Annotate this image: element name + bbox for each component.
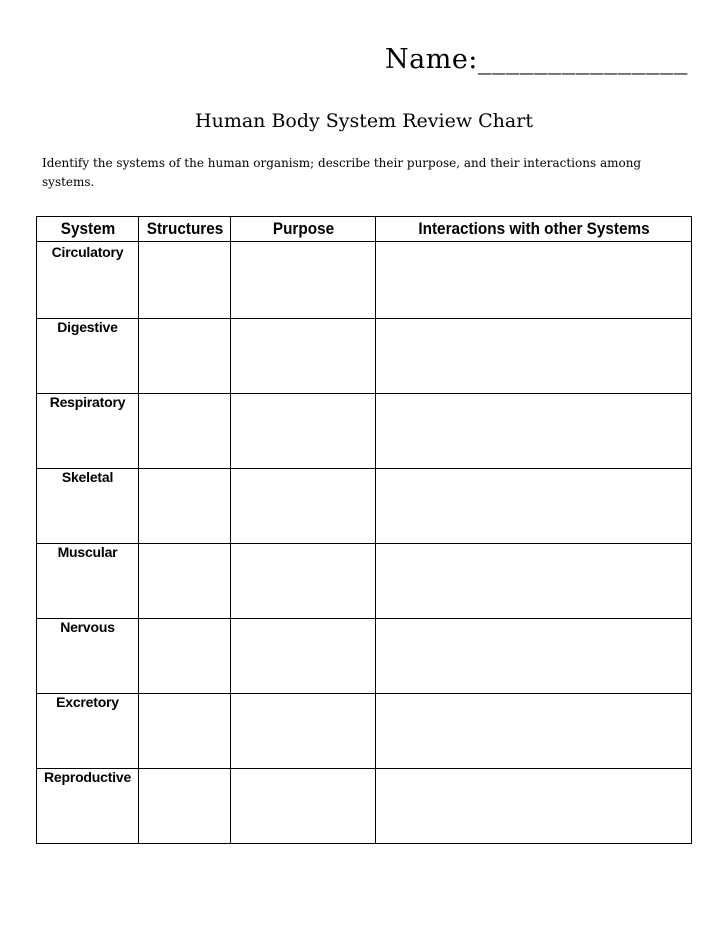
purpose-cell[interactable]: [231, 694, 376, 769]
table-row: [37, 242, 692, 319]
column-header-interactions: Interactions with other Systems: [391, 217, 675, 242]
column-header-structures: Structures: [143, 217, 226, 242]
interactions-cell[interactable]: [376, 394, 692, 469]
system-name-cell: Skeletal: [37, 469, 139, 544]
interactions-cell[interactable]: [376, 242, 692, 319]
structures-cell[interactable]: [139, 469, 231, 544]
interactions-cell[interactable]: [376, 544, 692, 619]
table-row: [37, 469, 692, 544]
purpose-cell[interactable]: [231, 319, 376, 394]
page-title: Human Body System Review Chart: [195, 110, 533, 132]
structures-cell[interactable]: [139, 544, 231, 619]
system-name-cell: Excretory: [37, 694, 139, 769]
structures-cell[interactable]: [139, 394, 231, 469]
table-row: [37, 694, 692, 769]
column-header-system: System: [42, 217, 134, 242]
purpose-cell[interactable]: [231, 394, 376, 469]
structures-cell[interactable]: [139, 769, 231, 844]
interactions-cell[interactable]: [376, 619, 692, 694]
structures-cell[interactable]: [139, 319, 231, 394]
purpose-cell[interactable]: [231, 544, 376, 619]
system-name-cell: Digestive: [37, 319, 139, 394]
table-row: [37, 769, 692, 844]
table-row: [37, 394, 692, 469]
column-header-purpose: Purpose: [238, 217, 369, 242]
system-name-cell: Respiratory: [37, 394, 139, 469]
system-name-cell: Muscular: [37, 544, 139, 619]
purpose-cell[interactable]: [231, 242, 376, 319]
purpose-cell[interactable]: [231, 619, 376, 694]
table-header-row: [37, 217, 692, 242]
name-field[interactable]: Name:_______________: [385, 44, 688, 75]
interactions-cell[interactable]: [376, 469, 692, 544]
instructions-text: Identify the systems of the human organism; describe their purpose, and their interactions among systems.: [42, 156, 642, 189]
system-name-cell: Nervous: [37, 619, 139, 694]
structures-cell[interactable]: [139, 242, 231, 319]
purpose-cell[interactable]: [231, 469, 376, 544]
system-name-cell: Reproductive: [37, 769, 139, 844]
structures-cell[interactable]: [139, 619, 231, 694]
review-chart-table: [36, 216, 692, 844]
interactions-cell[interactable]: [376, 769, 692, 844]
system-name-cell: Circulatory: [37, 242, 139, 319]
purpose-cell[interactable]: [231, 769, 376, 844]
interactions-cell[interactable]: [376, 694, 692, 769]
structures-cell[interactable]: [139, 694, 231, 769]
table-row: [37, 619, 692, 694]
interactions-cell[interactable]: [376, 319, 692, 394]
table-row: [37, 319, 692, 394]
table-row: [37, 544, 692, 619]
